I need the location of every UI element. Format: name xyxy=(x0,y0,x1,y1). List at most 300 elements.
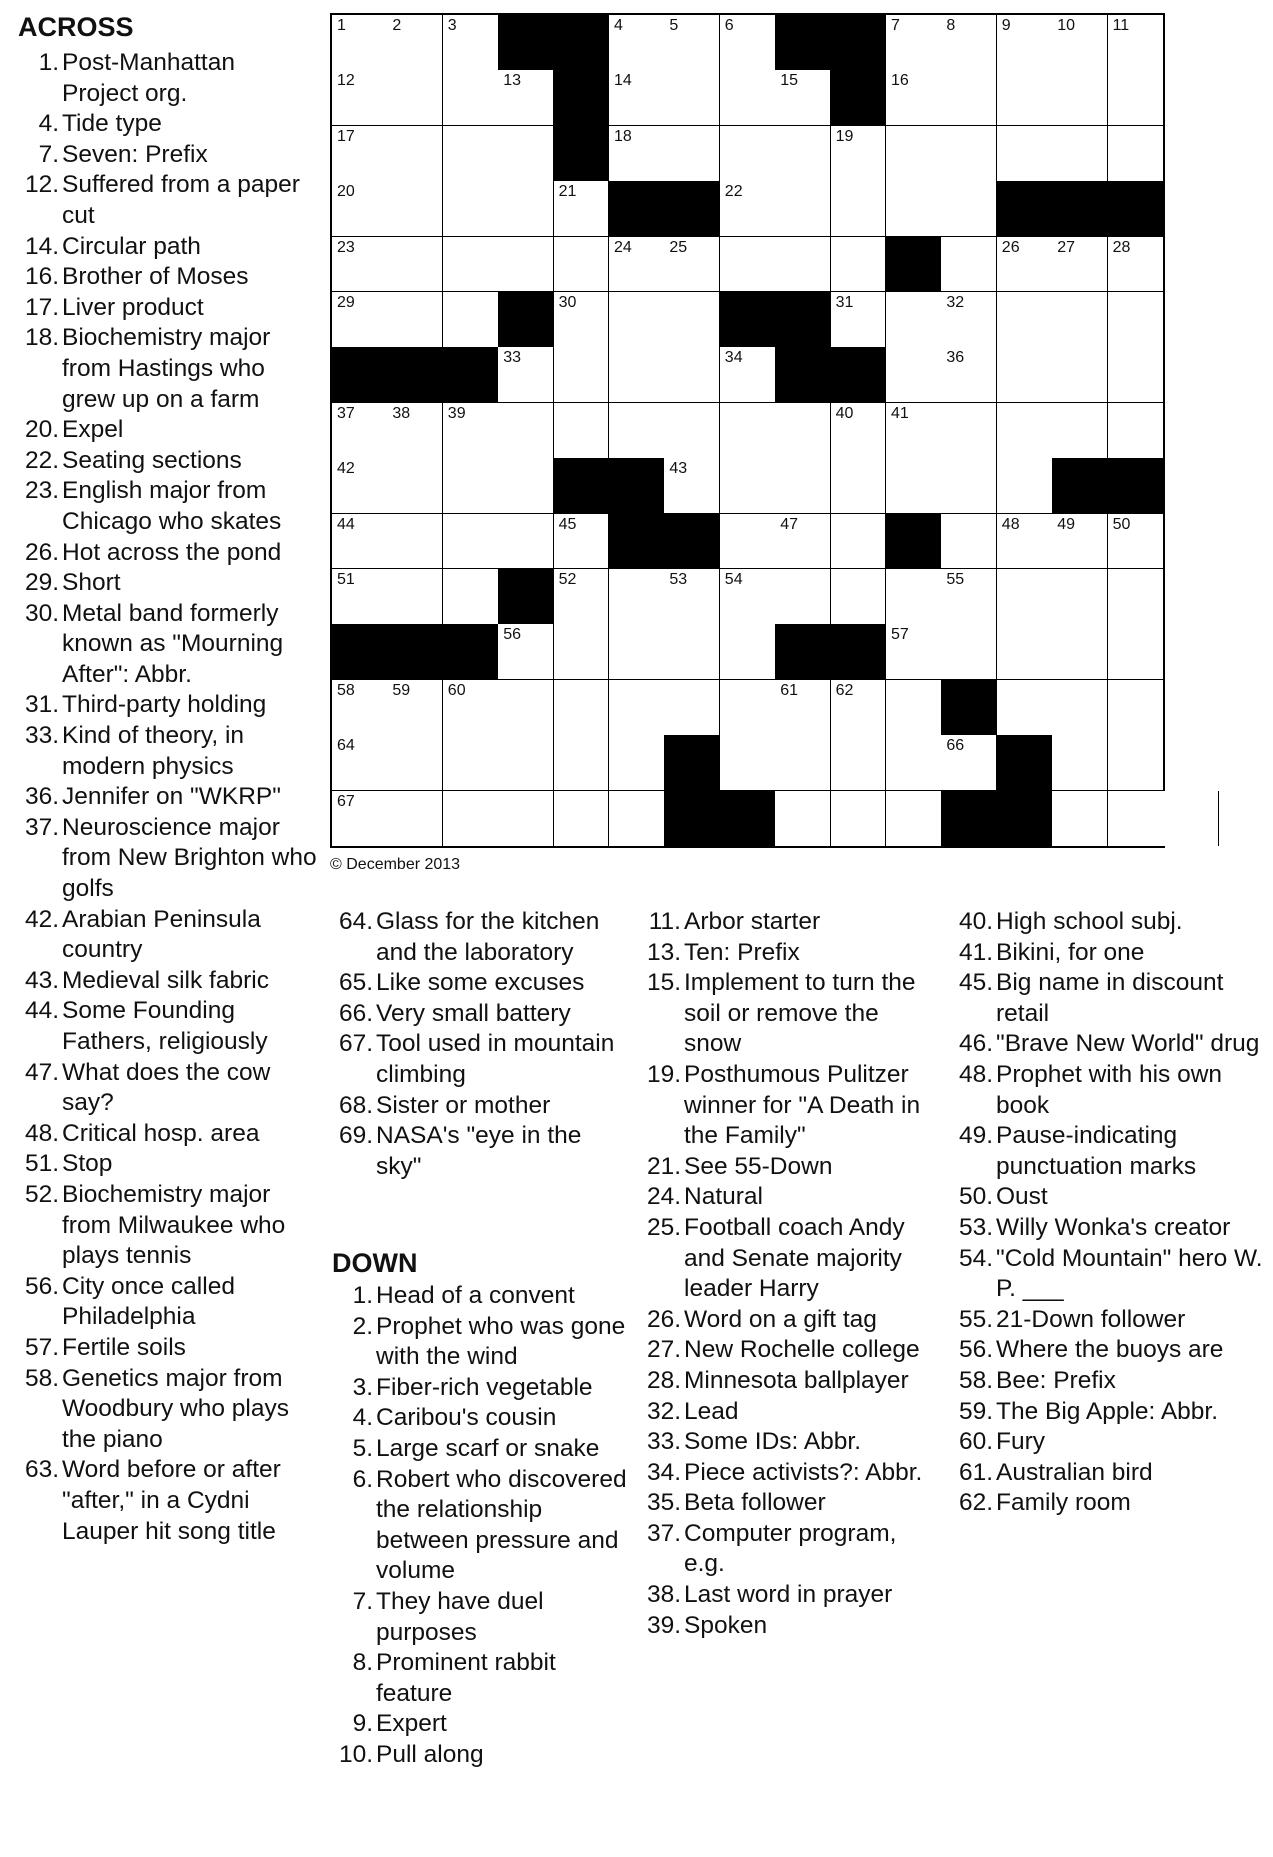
grid-cell[interactable] xyxy=(886,347,942,403)
grid-cell[interactable] xyxy=(332,70,388,126)
grid-cell[interactable] xyxy=(941,292,997,348)
clue-item xyxy=(18,996,318,1057)
grid-cell[interactable] xyxy=(664,347,720,403)
grid-cell[interactable] xyxy=(664,624,720,680)
grid-cell[interactable] xyxy=(831,458,887,514)
grid-cell[interactable] xyxy=(831,514,887,570)
grid-cell[interactable] xyxy=(609,735,665,791)
grid-cell[interactable] xyxy=(387,735,443,791)
cell-number: 5 xyxy=(669,17,679,34)
grid-cell[interactable] xyxy=(886,569,942,625)
clue-item xyxy=(18,905,318,966)
grid-cell[interactable] xyxy=(775,403,831,459)
cell-number: 59 xyxy=(392,681,411,699)
grid-cell[interactable] xyxy=(332,126,388,182)
grid-cell[interactable] xyxy=(554,735,610,791)
grid-cell[interactable] xyxy=(443,403,499,459)
grid-cell[interactable] xyxy=(498,403,554,459)
grid-cell[interactable] xyxy=(332,237,388,293)
grid-cell[interactable] xyxy=(609,791,665,847)
clue-number: 8. xyxy=(352,1649,373,1677)
grid-cell[interactable] xyxy=(886,70,942,126)
clue-text: Caribou's cousin xyxy=(376,1404,557,1432)
clue-item xyxy=(952,907,1267,938)
grid-cell[interactable] xyxy=(498,70,554,126)
clue-text: "Cold Mountain" hero W. P. ___ xyxy=(996,1244,1263,1303)
grid-cell[interactable] xyxy=(609,237,665,293)
grid-cell[interactable] xyxy=(609,347,665,403)
grid-cell[interactable] xyxy=(1052,292,1108,348)
grid-cell[interactable] xyxy=(387,569,443,625)
grid-cell[interactable] xyxy=(387,181,443,237)
black-square xyxy=(664,514,720,570)
grid-cell[interactable] xyxy=(498,735,554,791)
grid-cell[interactable] xyxy=(664,458,720,514)
grid-cell[interactable] xyxy=(720,403,776,459)
grid-cell[interactable] xyxy=(554,403,610,459)
clue-item xyxy=(332,999,632,1030)
clue-number: 57. xyxy=(24,1333,59,1361)
black-square xyxy=(664,791,720,847)
grid-cell[interactable] xyxy=(720,70,776,126)
grid-cell[interactable] xyxy=(1052,624,1108,680)
clue-item xyxy=(952,1366,1267,1397)
grid-cell[interactable] xyxy=(387,237,443,293)
clue-text: Pull along xyxy=(376,1740,484,1768)
grid-cell[interactable] xyxy=(886,181,942,237)
clue-text: Biochemistry major from Milwaukee who plays tennis xyxy=(62,1180,286,1270)
grid-cell[interactable] xyxy=(498,624,554,680)
black-square xyxy=(554,70,610,126)
grid-cell[interactable] xyxy=(775,70,831,126)
cell-number: 67 xyxy=(337,792,355,810)
grid-cell[interactable] xyxy=(1108,347,1164,403)
clue-text: Brother of Moses xyxy=(62,263,249,291)
grid-cell[interactable] xyxy=(498,514,554,570)
grid-cell[interactable] xyxy=(720,181,776,237)
grid-cell[interactable] xyxy=(720,735,776,791)
grid-cell[interactable] xyxy=(720,15,776,71)
clue-number: 55. xyxy=(958,1305,993,1333)
black-square xyxy=(941,680,997,736)
clue-number: 63. xyxy=(24,1456,59,1484)
grid-cell[interactable] xyxy=(664,126,720,182)
clue-number: 58. xyxy=(24,1364,59,1392)
grid-cell[interactable] xyxy=(1108,514,1164,570)
clue-item xyxy=(640,1427,940,1458)
clue-item xyxy=(332,1709,632,1740)
cell-number: 26 xyxy=(1001,238,1020,256)
grid-cell[interactable] xyxy=(1108,126,1164,182)
grid-cell[interactable] xyxy=(664,569,720,625)
grid-cell[interactable] xyxy=(554,347,610,403)
clue-number: 37. xyxy=(24,813,59,841)
grid-cell[interactable] xyxy=(941,735,997,791)
grid-cell[interactable] xyxy=(1108,735,1164,791)
grid-cell[interactable] xyxy=(997,15,1053,71)
grid-cell[interactable] xyxy=(997,680,1053,736)
cell-number: 58 xyxy=(337,681,355,699)
grid-cell[interactable] xyxy=(720,680,776,736)
clue-text: Lead xyxy=(684,1397,739,1425)
grid-cell[interactable] xyxy=(554,624,610,680)
grid-cell[interactable] xyxy=(886,735,942,791)
grid-cell[interactable] xyxy=(997,237,1053,293)
clue-text: Kind of theory, in modern physics xyxy=(62,722,245,780)
clue-number: 15. xyxy=(646,969,681,997)
grid-cell[interactable] xyxy=(664,15,720,71)
grid-cell[interactable] xyxy=(1108,403,1164,459)
cell-number: 37 xyxy=(337,404,355,422)
grid-cell[interactable] xyxy=(831,403,887,459)
grid-cell[interactable] xyxy=(997,624,1053,680)
grid-cell[interactable] xyxy=(443,237,499,293)
clue-number: 20. xyxy=(24,416,59,444)
grid-cell[interactable] xyxy=(775,237,831,293)
grid-cell[interactable] xyxy=(443,70,499,126)
clue-number: 6. xyxy=(352,1465,373,1493)
clue-number: 58. xyxy=(958,1366,993,1394)
clue-item xyxy=(18,446,318,477)
grid-cell[interactable] xyxy=(941,15,997,71)
cell-number: 55 xyxy=(946,571,965,588)
clue-item xyxy=(18,140,318,171)
grid-cell[interactable] xyxy=(609,126,665,182)
grid-cell[interactable] xyxy=(775,735,831,791)
grid-cell[interactable] xyxy=(720,237,776,293)
clue-item xyxy=(18,782,318,813)
black-square xyxy=(609,458,665,514)
clue-item xyxy=(952,1121,1267,1182)
clue-text: Circular path xyxy=(62,232,201,260)
grid-cell[interactable] xyxy=(941,126,997,182)
clue-text: Third-party holding xyxy=(62,691,267,719)
grid-cell[interactable] xyxy=(443,458,499,514)
grid-cell[interactable] xyxy=(664,237,720,293)
grid-cell[interactable] xyxy=(941,237,997,293)
grid-cell[interactable] xyxy=(1108,791,1164,847)
grid-cell[interactable] xyxy=(498,237,554,293)
grid-cell[interactable] xyxy=(720,514,776,570)
grid-cell[interactable] xyxy=(443,680,499,736)
black-square xyxy=(775,347,831,403)
black-square xyxy=(1052,458,1108,514)
cell-number: 34 xyxy=(724,349,743,367)
cell-number: 24 xyxy=(614,238,632,256)
grid-cell[interactable] xyxy=(332,458,388,514)
grid-cell[interactable] xyxy=(775,680,831,736)
black-square xyxy=(609,181,665,237)
grid-cell[interactable] xyxy=(1052,514,1108,570)
clue-number: 40. xyxy=(958,908,993,935)
grid-cell[interactable] xyxy=(443,735,499,791)
grid-cell[interactable] xyxy=(498,791,554,847)
grid-cell[interactable] xyxy=(1108,292,1164,348)
grid-cell[interactable] xyxy=(1052,70,1108,126)
clue-item xyxy=(640,1397,940,1428)
clue-text: Implement to turn the soil or remove the snow xyxy=(684,969,916,1058)
clue-number: 28. xyxy=(646,1366,681,1394)
clue-text: Genetics major from Woodbury who plays the piano xyxy=(62,1364,289,1453)
grid-cell[interactable] xyxy=(1052,680,1108,736)
down-heading: DOWN xyxy=(332,1248,418,1278)
grid-cell[interactable] xyxy=(997,126,1053,182)
cell-number: 38 xyxy=(392,404,411,422)
clue-text: Big name in discount retail xyxy=(996,969,1224,1027)
clue-text: Football coach Andy and Senate majority leader Harry xyxy=(684,1213,905,1303)
clue-number: 33. xyxy=(24,722,59,750)
grid-cell[interactable] xyxy=(831,292,887,348)
grid-cell[interactable] xyxy=(332,403,388,459)
grid-cell[interactable] xyxy=(941,403,997,459)
clue-item xyxy=(640,1488,940,1519)
clue-item xyxy=(332,1465,632,1587)
grid-cell[interactable] xyxy=(775,458,831,514)
cell-number: 16 xyxy=(891,72,909,90)
cell-number: 51 xyxy=(337,571,355,588)
clue-number: 16. xyxy=(24,263,59,291)
grid-cell[interactable] xyxy=(664,292,720,348)
grid-cell[interactable] xyxy=(997,514,1053,570)
clue-text: Tide type xyxy=(62,110,162,138)
grid-cell[interactable] xyxy=(941,569,997,625)
cell-number: 43 xyxy=(669,460,688,478)
grid-cell[interactable] xyxy=(554,292,610,348)
clue-item xyxy=(332,1434,632,1465)
grid-cell[interactable] xyxy=(1052,569,1108,625)
grid-cell[interactable] xyxy=(387,514,443,570)
grid-cell[interactable] xyxy=(443,514,499,570)
grid-cell[interactable] xyxy=(941,70,997,126)
grid-cell[interactable] xyxy=(886,458,942,514)
grid-cell[interactable] xyxy=(387,126,443,182)
grid-cell[interactable] xyxy=(886,624,942,680)
black-square xyxy=(886,514,942,570)
grid-cell[interactable] xyxy=(1052,126,1108,182)
grid-cell[interactable] xyxy=(387,70,443,126)
grid-cell[interactable] xyxy=(664,70,720,126)
grid-cell[interactable] xyxy=(498,181,554,237)
grid-cell[interactable] xyxy=(554,680,610,736)
grid-cell[interactable] xyxy=(831,791,887,847)
grid-cell[interactable] xyxy=(886,126,942,182)
cell-number: 62 xyxy=(835,681,854,699)
grid-cell[interactable] xyxy=(1052,237,1108,293)
cell-number: 30 xyxy=(558,294,577,311)
grid-cell[interactable] xyxy=(554,181,610,237)
cell-number: 14 xyxy=(614,72,632,90)
grid-cell[interactable] xyxy=(775,791,831,847)
grid-cell[interactable] xyxy=(1108,569,1164,625)
clue-text: Beta follower xyxy=(684,1489,826,1517)
grid-cell[interactable] xyxy=(941,181,997,237)
grid-cell[interactable] xyxy=(941,347,997,403)
grid-cell[interactable] xyxy=(720,569,776,625)
grid-cell[interactable] xyxy=(332,735,388,791)
cell-number: 18 xyxy=(614,127,632,145)
grid-cell[interactable] xyxy=(332,680,388,736)
grid-cell[interactable] xyxy=(443,15,499,71)
grid-cell[interactable] xyxy=(609,15,665,71)
clue-number: 25. xyxy=(646,1213,681,1241)
clue-item xyxy=(18,690,318,721)
grid-cell[interactable] xyxy=(609,403,665,459)
grid-cell[interactable] xyxy=(886,15,942,71)
grid-cell[interactable] xyxy=(609,292,665,348)
grid-cell[interactable] xyxy=(886,680,942,736)
grid-cell[interactable] xyxy=(831,181,887,237)
grid-cell[interactable] xyxy=(1163,791,1219,847)
grid-cell[interactable] xyxy=(332,569,388,625)
clue-item xyxy=(18,1180,318,1272)
clue-text: High school subj. xyxy=(996,908,1183,935)
clue-item xyxy=(18,293,318,324)
grid-cell[interactable] xyxy=(1052,347,1108,403)
cell-number: 33 xyxy=(503,349,521,367)
clue-number: 62. xyxy=(958,1489,993,1517)
grid-cell[interactable] xyxy=(775,514,831,570)
clue-item xyxy=(332,1740,632,1771)
grid-cell[interactable] xyxy=(941,624,997,680)
grid-cell[interactable] xyxy=(609,624,665,680)
clue-item xyxy=(640,1060,940,1152)
grid-cell[interactable] xyxy=(498,458,554,514)
clue-text: Critical hosp. area xyxy=(62,1119,260,1147)
clue-text: Robert who discovered the relationship between pressure and volume xyxy=(376,1465,627,1585)
grid-cell[interactable] xyxy=(720,458,776,514)
grid-cell[interactable] xyxy=(609,569,665,625)
grid-cell[interactable] xyxy=(387,15,443,71)
cell-number: 40 xyxy=(835,404,854,422)
grid-cell[interactable] xyxy=(332,181,388,237)
grid-cell[interactable] xyxy=(831,569,887,625)
clue-item xyxy=(18,1364,318,1456)
clue-number: 10. xyxy=(338,1740,373,1768)
grid-cell[interactable] xyxy=(332,514,388,570)
clue-item xyxy=(640,1519,940,1580)
grid-cell[interactable] xyxy=(886,292,942,348)
grid-cell[interactable] xyxy=(387,680,443,736)
grid-cell[interactable] xyxy=(1052,403,1108,459)
grid-cell[interactable] xyxy=(554,514,610,570)
grid-cell[interactable] xyxy=(498,680,554,736)
black-square xyxy=(1108,181,1164,237)
black-square xyxy=(498,15,554,71)
grid-cell[interactable] xyxy=(775,126,831,182)
grid-cell[interactable] xyxy=(1108,15,1164,71)
grid-cell[interactable] xyxy=(831,735,887,791)
grid-cell[interactable] xyxy=(886,791,942,847)
grid-cell[interactable] xyxy=(997,403,1053,459)
clue-item xyxy=(952,1427,1267,1458)
grid-cell[interactable] xyxy=(997,292,1053,348)
grid-cell[interactable] xyxy=(609,70,665,126)
grid-cell[interactable] xyxy=(831,680,887,736)
clue-item xyxy=(18,1455,318,1547)
grid-cell[interactable] xyxy=(886,403,942,459)
grid-cell[interactable] xyxy=(775,181,831,237)
clue-text: Family room xyxy=(996,1489,1131,1517)
cell-number: 53 xyxy=(669,571,688,588)
grid-cell[interactable] xyxy=(997,70,1053,126)
clue-number: 48. xyxy=(24,1119,59,1147)
grid-cell[interactable] xyxy=(831,237,887,293)
black-square xyxy=(720,292,776,348)
grid-cell[interactable] xyxy=(941,514,997,570)
clue-number: 45. xyxy=(958,969,993,997)
grid-cell[interactable] xyxy=(332,791,388,847)
grid-cell[interactable] xyxy=(609,680,665,736)
grid-cell[interactable] xyxy=(1108,624,1164,680)
clue-text: Short xyxy=(62,569,121,597)
clue-item xyxy=(18,1333,318,1364)
grid-cell[interactable] xyxy=(1108,70,1164,126)
grid-cell[interactable] xyxy=(720,126,776,182)
grid-cell[interactable] xyxy=(664,403,720,459)
across-clue-list-continued xyxy=(332,907,632,1182)
grid-cell[interactable] xyxy=(498,347,554,403)
grid-cell[interactable] xyxy=(554,237,610,293)
grid-cell[interactable] xyxy=(720,347,776,403)
grid-cell[interactable] xyxy=(1052,791,1108,847)
grid-cell[interactable] xyxy=(997,347,1053,403)
grid-cell[interactable] xyxy=(554,569,610,625)
grid-cell[interactable] xyxy=(941,458,997,514)
grid-cell[interactable] xyxy=(443,791,499,847)
clue-item xyxy=(952,1305,1267,1336)
cell-number: 19 xyxy=(835,127,854,145)
grid-cell[interactable] xyxy=(332,15,388,71)
grid-cell[interactable] xyxy=(1108,680,1164,736)
grid-cell[interactable] xyxy=(443,181,499,237)
grid-cell[interactable] xyxy=(443,292,499,348)
grid-cell[interactable] xyxy=(831,126,887,182)
grid-cell[interactable] xyxy=(664,680,720,736)
clue-item xyxy=(18,109,318,140)
clue-item xyxy=(952,1335,1267,1366)
clue-number: 2. xyxy=(352,1312,373,1340)
grid-cell[interactable] xyxy=(443,126,499,182)
clue-item xyxy=(332,968,632,999)
clue-number: 48. xyxy=(958,1060,993,1088)
clue-number: 14. xyxy=(24,232,59,260)
clue-item xyxy=(952,1182,1267,1213)
grid-cell[interactable] xyxy=(443,569,499,625)
clue-text: Expel xyxy=(62,416,124,444)
cell-number: 45 xyxy=(558,515,577,533)
grid-cell[interactable] xyxy=(720,624,776,680)
clue-text: Jennifer on "WKRP" xyxy=(62,783,281,811)
grid-cell[interactable] xyxy=(387,403,443,459)
grid-cell[interactable] xyxy=(387,292,443,348)
grid-cell[interactable] xyxy=(775,569,831,625)
grid-cell[interactable] xyxy=(332,292,388,348)
grid-cell[interactable] xyxy=(1052,735,1108,791)
grid-cell[interactable] xyxy=(1108,237,1164,293)
grid-cell[interactable] xyxy=(387,458,443,514)
grid-cell[interactable] xyxy=(498,126,554,182)
clue-item xyxy=(640,907,940,938)
grid-cell[interactable] xyxy=(554,791,610,847)
clue-item xyxy=(952,968,1267,1029)
grid-cell[interactable] xyxy=(387,791,443,847)
clue-item xyxy=(640,1335,940,1366)
grid-cell[interactable] xyxy=(1052,15,1108,71)
grid-cell[interactable] xyxy=(997,569,1053,625)
clue-number: 67. xyxy=(338,1030,373,1058)
clue-number: 66. xyxy=(338,999,373,1027)
grid-cell[interactable] xyxy=(997,458,1053,514)
